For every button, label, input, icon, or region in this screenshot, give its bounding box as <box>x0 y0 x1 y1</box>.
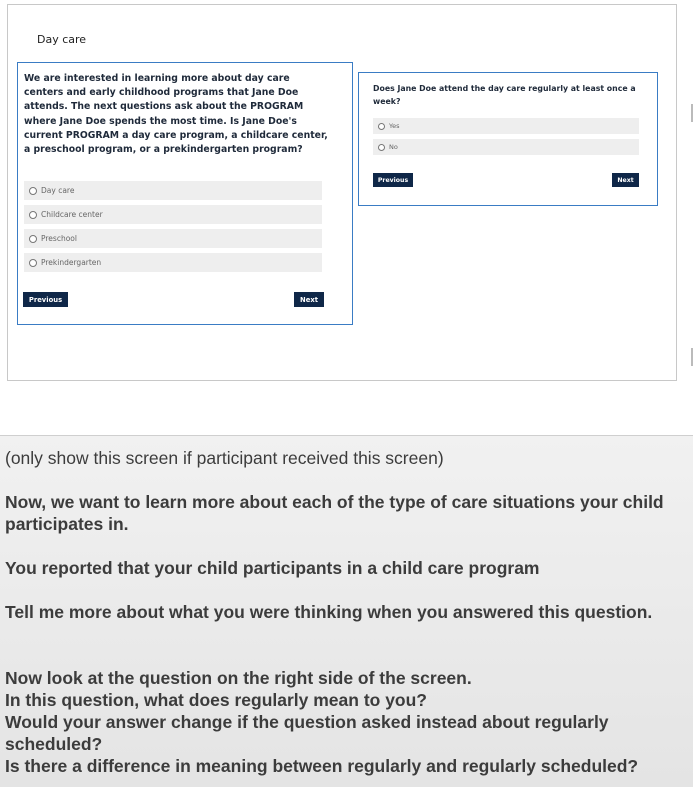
option-preschool[interactable] <box>24 229 322 248</box>
survey-screenshot-frame <box>7 4 677 381</box>
option-label: No <box>389 143 398 151</box>
probe-regularly-scheduled: Would your answer change if the question asked instead about regularly scheduled? <box>5 712 609 754</box>
radio-icon[interactable] <box>29 235 37 243</box>
option-label: Prekindergarten <box>41 258 102 267</box>
previous-button[interactable]: Previous <box>373 173 413 187</box>
radio-icon[interactable] <box>378 144 385 151</box>
probe-meaning-difference: Is there a difference in meaning between regularly and regularly scheduled? <box>5 756 639 776</box>
option-prekindergarten[interactable] <box>24 253 322 272</box>
attendance-question-panel <box>358 72 658 206</box>
interviewer-instructions <box>0 435 693 787</box>
probe-regularly-meaning: In this question, what does regularly mean to you? <box>5 690 427 710</box>
option-day-care[interactable] <box>24 181 322 200</box>
probe-reported-program: You reported that your child participants in a child care program <box>5 558 540 578</box>
attendance-question-text: Does Jane Doe attend the day care regularly at least once a week? <box>373 84 636 106</box>
radio-icon[interactable] <box>29 211 37 219</box>
next-button[interactable]: Next <box>294 292 324 307</box>
option-label: Yes <box>389 122 400 130</box>
program-type-question-panel <box>17 62 353 325</box>
probe-right-question: Now look at the question on the right side of the screen. <box>5 668 472 688</box>
probe-thinking: Tell me more about what you were thinking when you answered this question. <box>5 602 653 622</box>
screen-title: Day care <box>37 33 87 46</box>
option-no[interactable] <box>373 139 639 155</box>
screen-condition-note: (only show this screen if participant received this screen) <box>5 448 444 468</box>
radio-icon[interactable] <box>378 123 385 130</box>
previous-button[interactable]: Previous <box>23 292 68 307</box>
option-yes[interactable] <box>373 118 639 134</box>
option-label: Day care <box>41 186 75 195</box>
option-label: Childcare center <box>41 210 103 219</box>
option-childcare-center[interactable] <box>24 205 322 224</box>
option-label: Preschool <box>41 234 77 243</box>
program-type-question-text: We are interested in learning more about day care centers and early childhood programs that Jane Doe attends. The next questions ask about the PROGRAM where Jane Doe spends the most time. Is Jane Doe's current PROGRAM a day care program, a childcare center, a preschool program, or a prekindergarten program? <box>24 73 328 156</box>
next-button[interactable]: Next <box>612 173 639 187</box>
radio-icon[interactable] <box>29 259 37 267</box>
radio-icon[interactable] <box>29 187 37 195</box>
probe-intro: Now, we want to learn more about each of the type of care situations your child participates in. <box>5 492 664 534</box>
